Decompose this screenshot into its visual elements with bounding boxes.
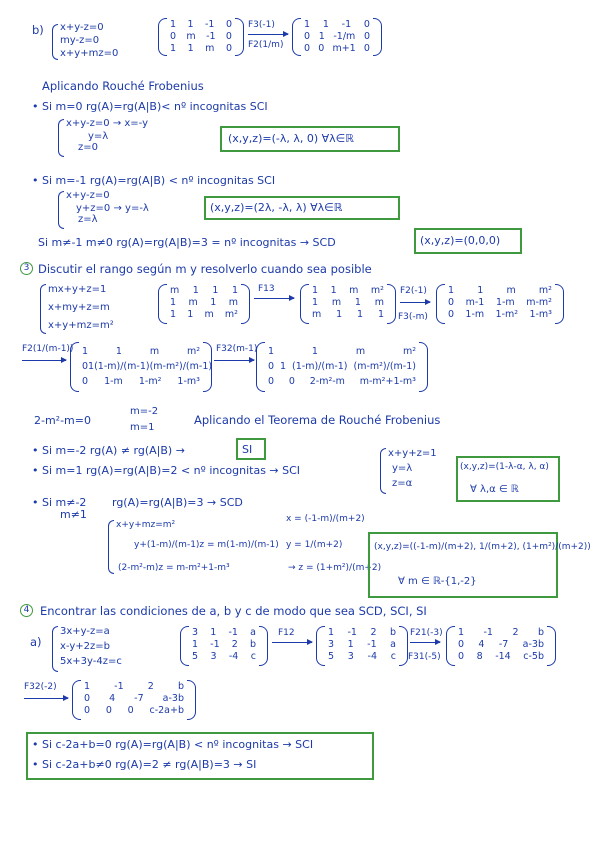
row-op: F13 [258,284,275,294]
q3-eq2: x+my+z=m [48,302,110,313]
system-eq-1: x+y-z=0 [60,22,104,33]
case-scd-2: m≠1 [60,508,87,521]
matrix-q3-5: 1 1 m m² 0 1 (1-m)/(m-1) (m-m²)/(m-1) 0 0 2-m²-m m-m²+1-m³ [256,342,428,392]
root-2: m=1 [130,422,155,433]
system-brace [40,284,46,334]
arrow [248,34,288,35]
matrix-q3-1: m 1 1 1 1 m 1 m 1 1 m m² [158,284,250,324]
matrix-q4-2: 1 -1 2 b 3 1 -1 a 5 3 -4 c [316,626,408,666]
arrow [22,360,66,361]
case-m0-eq3: z=0 [78,142,98,153]
matrix-q3-4: 1 1 m m² 0 1 (1-m)/(m-1) (m-m²)/(m-1) 0 1-m 1-m² 1-m³ [70,342,212,392]
case-scd: rg(A)=rg(A|B)=3 → SCD [112,496,243,509]
row-op: F3(-m) [398,312,428,322]
row-op: F32(m-1) [216,344,258,354]
solution-m-1: (x,y,z)=(2λ, -λ, λ) ∀λ∈ℝ [210,201,343,214]
condition-sci: • Si c-2a+b=0 rg(A)=rg(A|B) < nº incognitas → SCI [32,738,314,751]
case-other: Si m≠-1 m≠0 rg(A)=rg(A|B)=3 = nº incognitas → SCD [38,236,336,249]
solution-m0: (x,y,z)=(-λ, λ, 0) ∀λ∈ℝ [228,132,354,145]
case-m0-eq2: y=λ [88,131,109,142]
solution-scd-domain: ∀ m ∈ ℝ-{1,-2} [398,576,477,587]
solution-scd: (x,y,z)=(0,0,0) [420,234,501,247]
row-op: F31(-5) [408,652,441,662]
root-1: m=-2 [130,406,159,417]
section-title: Aplicando Rouché Frobenius [42,79,204,93]
case-m-2: • Si m=-2 rg(A) ≠ rg(A|B) → [32,444,185,457]
scd-x: x = (-1-m)/(m+2) [286,514,365,524]
row-op: F32(-2) [24,682,57,692]
scd-eq1: x+y+mz=m² [116,520,176,530]
q4-eq1: 3x+y-z=a [60,626,110,637]
case-m1: • Si m=1 rg(A)=rg(A|B)=2 < nº incognitas → SCI [32,464,301,477]
case-m1-eq3: z=α [392,478,413,489]
arrow [400,302,430,303]
arrow [214,360,254,361]
matrix-q3-3: 1 1 m m² 0 m-1 1-m m-m² 0 1-m 1-m² 1-m³ [436,284,564,324]
scd-eq2: y+(1-m)/(m-1)z = m(1-m)/(m-1) [134,540,279,550]
case-m-1: • Si m=-1 rg(A)=rg(A|B) < nº incognitas SCI [32,174,276,187]
question-number: 3 [20,262,33,275]
arrow [272,642,312,643]
quadratic-eq: 2-m²-m=0 [34,414,91,427]
row-op: F12 [278,628,295,638]
case-m-1-eq2: y+z=0 → y=-λ [76,203,149,214]
arrow [254,298,294,299]
case-scd-1: • Si m≠-2 [32,496,87,509]
system-eq-2: my-z=0 [60,35,100,46]
arrow [24,698,68,699]
case-m1-eq1: x+y+z=1 [388,448,437,459]
solution-si: SI [242,443,253,456]
system-brace [58,191,64,229]
case-m-1-eq1: x+y-z=0 [66,190,110,201]
matrix-b2: 1 1 -1 0 0 1 -1/m 0 0 0 m+1 0 [292,18,382,56]
q4-eq2: x-y+2z=b [60,641,110,652]
row-op-2: F2(1/m) [248,40,284,50]
condition-si: • Si c-2a+b≠0 rg(A)=2 ≠ rg(A|B)=3 → SI [32,758,257,771]
matrix-b1: 1 1 -1 0 0 m -1 0 1 1 m 0 [158,18,244,56]
solution-m1: (x,y,z)=(1-λ-α, λ, α) [460,462,549,472]
row-op: F21(-3) [410,628,443,638]
question-number: 4 [20,604,33,617]
system-brace [52,626,58,672]
system-brace [380,448,386,494]
system-brace [52,24,58,60]
part-b-label: b) [32,23,44,37]
scd-z: → z = (1+m²)/(m+2) [288,563,382,573]
question-title: Discutir el rango según m y resolverlo cuando sea posible [38,262,372,276]
part-a-label: a) [30,635,42,649]
row-op: F2(1/(m-1)) [22,344,74,354]
scd-eq3: (2-m²-m)z = m-m²+1-m³ [118,563,230,573]
case-m0-eq1: x+y-z=0 → x=-y [66,118,149,129]
case-m1-eq2: y=λ [392,463,413,474]
q3-eq3: x+y+mz=m² [48,320,114,331]
solution-scd-general: (x,y,z)=((-1-m)/(m+2), 1/(m+2), (1+m²)/(m+2)) [374,542,591,552]
q4-eq3: 5x+3y-4z=c [60,656,122,667]
question-title: Encontrar las condiciones de a, b y c de modo que sea SCD, SCI, SI [40,604,427,618]
arrow [410,642,440,643]
system-brace [108,520,114,574]
matrix-q4-4: 1 -1 2 b 0 4 -7 a-3b 0 0 0 c-2a+b [72,680,196,720]
q3-eq1: mx+y+z=1 [48,284,107,295]
rouche-title: Aplicando el Teorema de Rouché Frobenius [194,413,441,427]
scd-y: y = 1/(m+2) [286,540,343,550]
case-m-1-eq3: z=λ [78,214,98,225]
system-eq-3: x+y+mz=0 [60,48,119,59]
system-brace [58,119,64,157]
matrix-q4-1: 3 1 -1 a 1 -1 2 b 5 3 -4 c [180,626,268,666]
case-m0: • Si m=0 rg(A)=rg(A|B)< nº incognitas SCI [32,100,268,113]
row-op-1: F3(-1) [248,20,275,30]
matrix-q3-2: 1 1 m m² 1 m 1 m m 1 1 1 [300,284,396,324]
row-op: F2(-1) [400,286,427,296]
matrix-q4-3: 1 -1 2 b 0 4 -7 a-3b 0 8 -14 c-5b [446,626,556,666]
solution-m1-domain: ∀ λ,α ∈ ℝ [470,484,519,495]
